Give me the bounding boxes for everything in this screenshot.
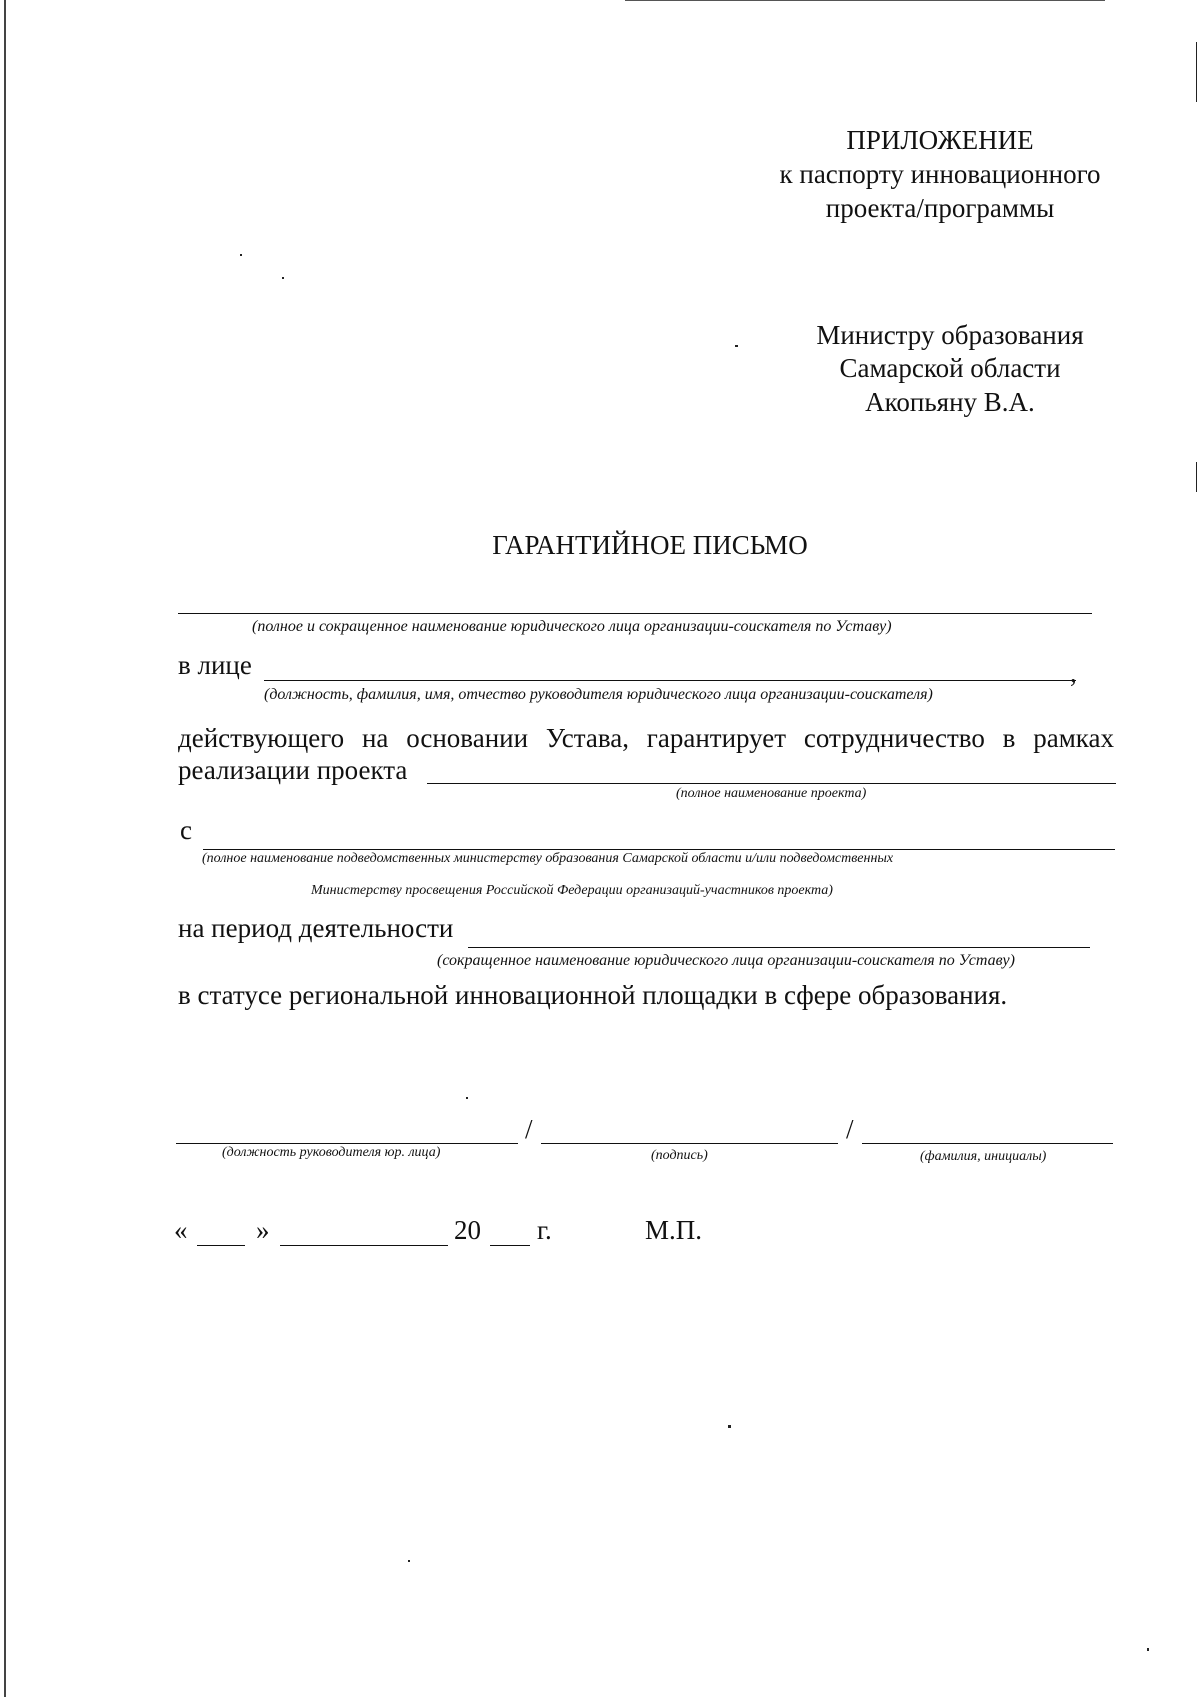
org-name-hint: (полное и сокращенное наименование юридического лица организации-соискателя по Уставу) [252,618,892,635]
date-open-quote: « [174,1215,188,1245]
project-label: реализации проекта [178,755,408,785]
addressee-line: Министру образования [816,320,1084,350]
status-line: в статусе региональной инновационной площадки в сфере образования. [178,980,1008,1010]
appendix-line: проекта/программы [825,193,1055,223]
with-label: с [180,815,192,845]
signature-hint: (подпись) [651,1148,708,1163]
slash: / [846,1114,854,1144]
scan-dot [728,1425,731,1428]
scan-dot [408,1560,410,1562]
participants-hint: Министерству просвещения Российской Федерации организаций-участников проекта) [311,883,833,898]
scan-edge-left [4,0,6,1697]
initials-hint: (фамилия, инициалы) [920,1149,1047,1164]
scan-dot [1147,1648,1149,1651]
participants-hint: (полное наименование подведомственных министерству образования Самарской области и/или подведомственных [202,851,894,866]
project-name-line[interactable] [427,783,1116,784]
body-text-line: действующего на основании Устава, гарантирует сотрудничество в рамках [178,723,1114,753]
participants-line[interactable] [203,849,1115,850]
position-hint: (должность руководителя юр. лица) [222,1145,441,1160]
in-person-label: в лице [178,650,252,680]
year-prefix: 20 [454,1215,481,1245]
scan-dot [735,345,738,347]
year-suffix: г. [537,1215,552,1245]
period-line[interactable] [468,947,1090,948]
short-name-hint: (сокращенное наименование юридического лица организации-соискателя по Уставу) [437,952,1015,969]
addressee-line: Самарской области [839,353,1061,383]
appendix-line: к паспорту инновационного [779,159,1101,189]
position-line[interactable] [176,1143,518,1144]
head-name-line[interactable] [264,680,1076,681]
scan-dot [240,254,242,256]
head-name-hint: (должность, фамилия, имя, отчество руководителя юридического лица организации-соискателя) [264,686,933,703]
year-line[interactable] [490,1245,530,1246]
scan-dot [282,277,284,279]
seal-label: М.П. [645,1215,703,1245]
addressee-name: Акопьяну В.А. [865,387,1035,417]
document-title: ГАРАНТИЙНОЕ ПИСЬМО [492,530,808,560]
project-name-hint: (полное наименование проекта) [676,786,867,801]
scan-edge-top [625,0,1105,1]
initials-line[interactable] [862,1143,1113,1144]
scan-dot [466,1097,468,1099]
month-line[interactable] [280,1245,448,1246]
date-close-quote: » [256,1215,270,1245]
period-label: на период деятельности [178,913,454,943]
comma: , [1070,658,1077,688]
day-line[interactable] [197,1245,245,1246]
slash: / [525,1114,533,1144]
signature-line[interactable] [541,1143,838,1144]
scan-mark [1196,462,1197,492]
org-name-line[interactable] [178,613,1092,614]
appendix-title: ПРИЛОЖЕНИЕ [846,125,1034,155]
scan-mark [1196,42,1197,102]
